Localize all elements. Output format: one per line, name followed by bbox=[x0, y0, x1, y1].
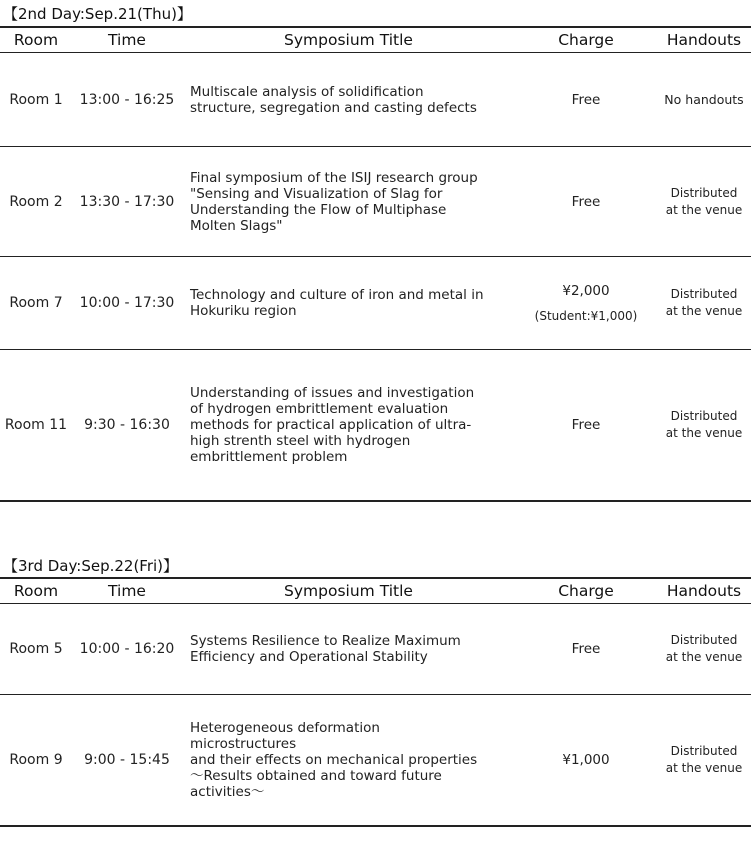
charge-text: Free bbox=[571, 416, 601, 433]
table-header-row bbox=[0, 578, 751, 604]
header-charge: Charge bbox=[515, 578, 657, 604]
charge-cell bbox=[515, 350, 657, 501]
charge-text: Free bbox=[571, 193, 601, 210]
room-cell: Room 5 bbox=[0, 604, 72, 695]
handouts-cell: Distributed at the venue bbox=[657, 695, 751, 826]
symposium-title-cell bbox=[182, 695, 515, 826]
charge-cell bbox=[515, 53, 657, 147]
header-symposium-title: Symposium Title bbox=[182, 27, 515, 53]
room-cell: Room 1 bbox=[0, 53, 72, 147]
day2-heading: 【2nd Day:Sep.21(Thu)】 bbox=[3, 5, 192, 23]
room-cell: Room 11 bbox=[0, 350, 72, 501]
header-room: Room bbox=[0, 578, 72, 604]
header-time: Time bbox=[72, 27, 182, 53]
symposium-title-cell bbox=[182, 147, 515, 257]
symposium-title-text: Technology and culture of iron and metal in Hokuriku region bbox=[190, 287, 484, 319]
handouts-cell: Distributed at the venue bbox=[657, 257, 751, 350]
time-cell: 9:30 - 16:30 bbox=[72, 350, 182, 501]
symposium-title-text: Final symposium of the ISIJ research group "Sensing and Visualization of Slag for Understanding the Flow of Multiphase Molten Slags" bbox=[190, 169, 478, 234]
symposium-title-cell bbox=[182, 604, 515, 695]
charge-cell bbox=[515, 147, 657, 257]
symposium-title-cell bbox=[182, 257, 515, 350]
table-row bbox=[0, 604, 751, 695]
charge-text: ¥2,000 bbox=[562, 283, 610, 299]
handouts-cell: No handouts bbox=[657, 53, 751, 147]
table-row bbox=[0, 350, 751, 501]
time-cell: 10:00 - 16:20 bbox=[72, 604, 182, 695]
time-cell: 10:00 - 17:30 bbox=[72, 257, 182, 350]
time-cell: 9:00 - 15:45 bbox=[72, 695, 182, 826]
room-cell: Room 7 bbox=[0, 257, 72, 350]
time-cell: 13:00 - 16:25 bbox=[72, 53, 182, 147]
header-time: Time bbox=[72, 578, 182, 604]
symposium-title-cell bbox=[182, 350, 515, 501]
day2-schedule-table bbox=[0, 26, 751, 502]
student-charge-text: (Student:¥1,000) bbox=[534, 309, 638, 323]
charge-text: Free bbox=[571, 91, 601, 108]
charge-cell bbox=[515, 695, 657, 826]
header-charge: Charge bbox=[515, 27, 657, 53]
table-row bbox=[0, 257, 751, 350]
handouts-cell: Distributed at the venue bbox=[657, 604, 751, 695]
symposium-title-text: Multiscale analysis of solidification structure, segregation and casting defects bbox=[190, 83, 477, 116]
charge-cell bbox=[515, 604, 657, 695]
day3-heading: 【3rd Day:Sep.22(Fri)】 bbox=[3, 557, 179, 575]
header-handouts: Handouts bbox=[657, 27, 751, 53]
header-room: Room bbox=[0, 27, 72, 53]
charge-text: Free bbox=[571, 641, 601, 657]
charge-cell bbox=[515, 257, 657, 350]
table-row bbox=[0, 147, 751, 257]
day3-schedule-table bbox=[0, 577, 751, 827]
table-header-row bbox=[0, 27, 751, 53]
handouts-cell: Distributed at the venue bbox=[657, 147, 751, 257]
room-cell: Room 9 bbox=[0, 695, 72, 826]
symposium-title-text: Understanding of issues and investigation of hydrogen embrittlement evaluation methods for practical application of ultra- high strenth steel with hydrogen embrittlement problem bbox=[190, 384, 475, 465]
charge-text: ¥1,000 bbox=[562, 751, 610, 768]
handouts-cell: Distributed at the venue bbox=[657, 350, 751, 501]
symposium-title-cell bbox=[182, 53, 515, 147]
table-row bbox=[0, 695, 751, 826]
symposium-title-text: Systems Resilience to Realize Maximum Efficiency and Operational Stability bbox=[190, 633, 461, 665]
room-cell: Room 2 bbox=[0, 147, 72, 257]
header-symposium-title: Symposium Title bbox=[182, 578, 515, 604]
time-cell: 13:30 - 17:30 bbox=[72, 147, 182, 257]
table-row bbox=[0, 53, 751, 147]
symposium-title-text: Heterogeneous deformation microstructures and their effects on mechanical properties ～Results obtained and toward future activities～ bbox=[190, 719, 478, 800]
header-handouts: Handouts bbox=[657, 578, 751, 604]
